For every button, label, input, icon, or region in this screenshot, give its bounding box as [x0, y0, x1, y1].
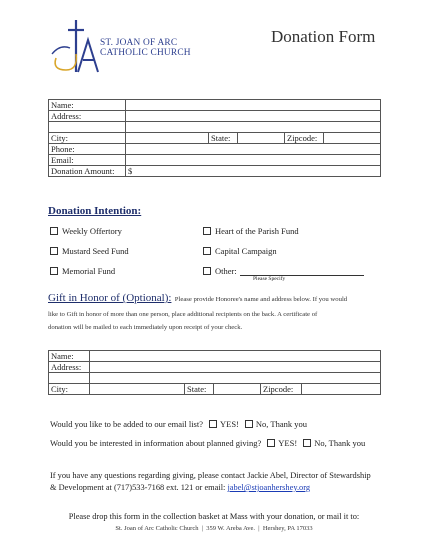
- gift-line-3: donation will be mailed to each immediately upon receipt of your check.: [48, 324, 243, 331]
- church-name: [100, 38, 191, 58]
- zip-label: Zipcode:: [285, 133, 324, 144]
- option-label: Capital Campaign: [215, 246, 277, 256]
- checkbox-icon[interactable]: [50, 247, 58, 255]
- address-continued-spacer: [49, 122, 126, 133]
- honoree-name-label: Name:: [49, 351, 90, 362]
- option-label: Memorial Fund: [62, 266, 116, 276]
- planned-giving-question: [50, 438, 365, 448]
- email-list-question: [50, 419, 307, 429]
- option-label: Mustard Seed Fund: [62, 246, 129, 256]
- option-other[interactable]: [203, 266, 364, 276]
- planned-yes-label: YES!: [278, 438, 298, 448]
- donor-info-table: [48, 99, 381, 177]
- honoree-city-field[interactable]: [90, 384, 185, 395]
- address-line-2-field[interactable]: [126, 122, 381, 133]
- logo-line-1: ST. JOAN OF ARC: [100, 38, 178, 48]
- contact-email-link[interactable]: jabel@stjoanhershey.org: [227, 483, 311, 492]
- name-label: Name:: [49, 100, 126, 111]
- footer-instructions: Please drop this form in the collection basket at Mass with your donation, or mail it to:: [68, 512, 360, 521]
- address-field[interactable]: [126, 111, 381, 122]
- city-label: City:: [49, 133, 126, 144]
- other-hint: Please Specify: [253, 276, 286, 282]
- gift-section: [48, 293, 382, 333]
- planned-question-text: Would you be interested in information about planned giving?: [50, 438, 262, 448]
- gift-line-1: Please provide Honoree's name and address below. If you would: [174, 296, 348, 303]
- email-question-text: Would you like to be added to our email list?: [50, 419, 203, 429]
- honoree-address-label: Address:: [49, 362, 90, 373]
- intention-heading: Donation Intention:: [48, 205, 142, 217]
- option-capital-campaign[interactable]: [203, 246, 277, 256]
- page-title: Donation Form: [271, 27, 376, 46]
- option-label: Other:: [215, 266, 237, 276]
- honoree-zip-label: Zipcode:: [261, 384, 302, 395]
- gift-heading: Gift in Honor of (Optional):: [48, 292, 172, 304]
- option-mustard-seed[interactable]: [50, 246, 129, 256]
- honoree-city-label: City:: [49, 384, 90, 395]
- phone-field[interactable]: [126, 144, 381, 155]
- gift-line-2: like to Gift in honor of more than one person, place additional recipients on the back. A certificate of: [48, 311, 318, 318]
- contact-line-1: If you have any questions regarding giving, please contact Jackie Abel, Director of Stewardship: [50, 471, 371, 480]
- email-yes-checkbox[interactable]: [209, 420, 217, 428]
- other-specify-field[interactable]: [240, 267, 364, 276]
- contact-line-2: & Development at (717)533-7168 ext. 121 or email:: [50, 483, 228, 492]
- zip-field[interactable]: [324, 133, 381, 144]
- honoree-name-field[interactable]: [90, 351, 381, 362]
- option-memorial-fund[interactable]: [50, 266, 115, 276]
- option-heart-of-parish[interactable]: [203, 226, 299, 236]
- amount-field[interactable]: [126, 166, 381, 177]
- footer-address: St. Joan of Arc Catholic Church | 359 W. Areba Ave. | Hershey, PA 17033: [115, 525, 313, 532]
- honoree-info-table: [48, 350, 381, 395]
- amount-label: Donation Amount:: [49, 166, 126, 177]
- email-yes-label: YES!: [220, 419, 239, 429]
- logo-line-2: CATHOLIC CHURCH: [100, 48, 191, 58]
- honoree-address-spacer: [49, 373, 90, 384]
- state-field[interactable]: [238, 133, 285, 144]
- email-no-label: No, Thank you: [255, 419, 307, 429]
- checkbox-icon[interactable]: [50, 227, 58, 235]
- checkbox-icon[interactable]: [50, 267, 58, 275]
- option-weekly-offertory[interactable]: [50, 226, 122, 236]
- email-label: Email:: [49, 155, 126, 166]
- checkbox-icon[interactable]: [203, 267, 211, 275]
- state-label: State:: [209, 133, 238, 144]
- option-label: Heart of the Parish Fund: [215, 226, 299, 236]
- city-field[interactable]: [126, 133, 209, 144]
- honoree-address-line-2-field[interactable]: [90, 373, 381, 384]
- email-no-checkbox[interactable]: [245, 420, 253, 428]
- checkbox-icon[interactable]: [203, 247, 211, 255]
- phone-label: Phone:: [49, 144, 126, 155]
- planned-no-label: No, Thank you: [314, 438, 366, 448]
- address-label: Address:: [49, 111, 126, 122]
- currency-symbol: $: [128, 166, 133, 176]
- email-field[interactable]: [126, 155, 381, 166]
- honoree-state-label: State:: [185, 384, 214, 395]
- contact-paragraph: [50, 470, 390, 494]
- option-label: Weekly Offertory: [62, 226, 122, 236]
- planned-yes-checkbox[interactable]: [267, 439, 275, 447]
- planned-no-checkbox[interactable]: [303, 439, 311, 447]
- honoree-address-field[interactable]: [90, 362, 381, 373]
- honoree-zip-field[interactable]: [302, 384, 381, 395]
- name-field[interactable]: [126, 100, 381, 111]
- checkbox-icon[interactable]: [203, 227, 211, 235]
- honoree-state-field[interactable]: [214, 384, 261, 395]
